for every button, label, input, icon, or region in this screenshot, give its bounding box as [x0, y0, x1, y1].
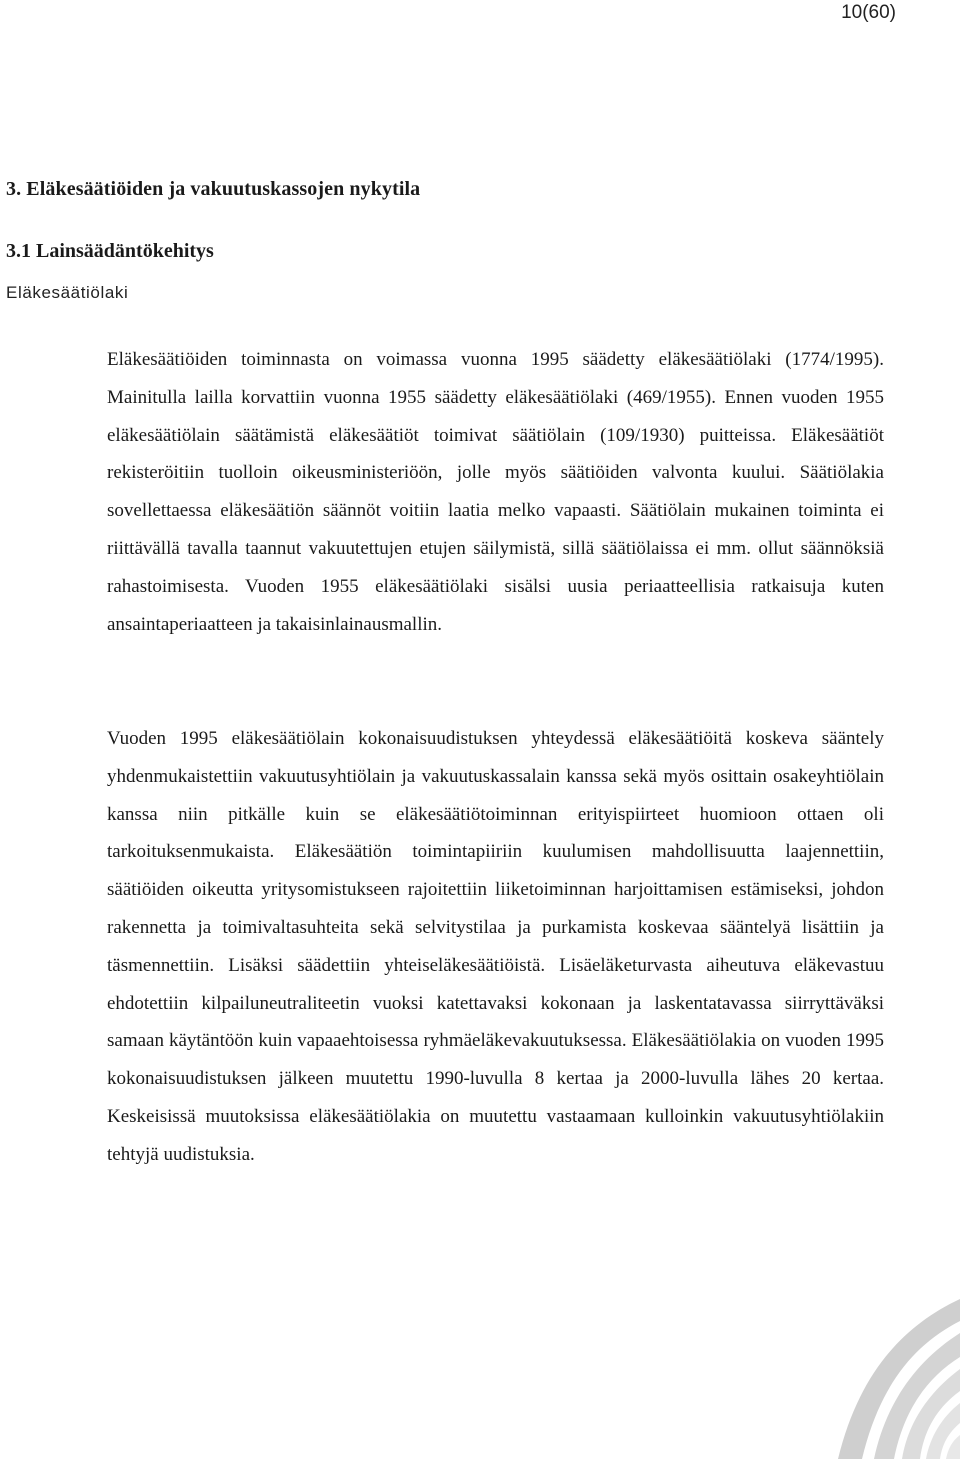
- body-paragraph-1: Eläkesäätiöiden toiminnasta on voimassa vuonna 1995 säädetty eläkesäätiölaki (1774/1995). Mainitulla lailla korvattiin vuonna 1955 säädetty eläkesäätiölaki (469/1955). Ennen vuoden 1955 eläkesäätiölain säätämistä eläkesäätiöt toimivat säätiölain (109/1930) puitteissa. Eläkesäätiöt rekisteröitiin tuolloin oikeusministeriöön, jolle myös säätiöiden valvonta kuului. Säätiölakia sovellettaessa eläkesäätiön säännöt voitiin laatia melko vapaasti. Säätiölain mukainen toiminta ei riittävällä tavalla taannut vakuutettujen etujen säilymistä, sillä säätiölaissa ei mm. ollut säännöksiä rahastoimisesta. Vuoden 1955 eläkesäätiölaki sisälsi uusia periaatteellisia ratkaisuja kuten ansaintaperiaatteen ja takaisinlainausmallin.: [107, 349, 884, 635]
- corner-wave-band-5: [946, 1435, 960, 1459]
- body-paragraph-2: Vuoden 1995 eläkesäätiölain kokonaisuudistuksen yhteydessä eläkesäätiöitä koskeva sääntely yhdenmukaistettiin vakuutusyhtiölain ja vakuutuskassalain kanssa sekä myös osittain osakeyhtiölain kanssa niin pitkälle kuin se eläkesäätiötoiminnan erityispiirteet huomioon ottaen oli tarkoituksenmukaista. Eläkesäätiön toimintapiiriin kuulumisen mahdollisuutta laajennettiin, säätiöiden oikeutta yritysomistukseen rajoitettiin liiketoiminnan harjoittamisen estämiseksi, johdon rakennetta ja toimivaltasuhteita sekä selvitystilaa ja purkamista koskevaa sääntelyä lisättiin ja täsmennettiin. Lisäksi säädettiin yhteiseläkesäätiöistä. Lisäeläketurvasta aiheutuva eläkevastuu ehdotettiin kilpailuneutraliteetin vuoksi katettavaksi kokonaan ja laskentatavassa siirryttäväksi samaan käytäntöön kuin vapaaehtoisessa ryhmäeläkevakuutuksessa. Eläkesäätiölakia on vuoden 1995 kokonaisuudistuksen jälkeen muutettu 1990-luvulla 8 kertaa ja 2000-luvulla lähes 20 kertaa. Keskeisissä muutoksissa eläkesäätiölakia on muutettu vastaamaan kulloinkin vakuutusyhtiölakiin tehtyjä uudistuksia.: [107, 728, 884, 1165]
- chapter-heading: 3. Eläkesäätiöiden ja vakuutuskassojen nykytila: [6, 178, 421, 200]
- corner-wave-decoration: [820, 1299, 960, 1459]
- section-heading: 3.1 Lainsäädäntökehitys: [6, 240, 214, 262]
- subsection-label: Eläkesäätiölaki: [6, 283, 129, 302]
- page-number: 10(60): [841, 2, 896, 23]
